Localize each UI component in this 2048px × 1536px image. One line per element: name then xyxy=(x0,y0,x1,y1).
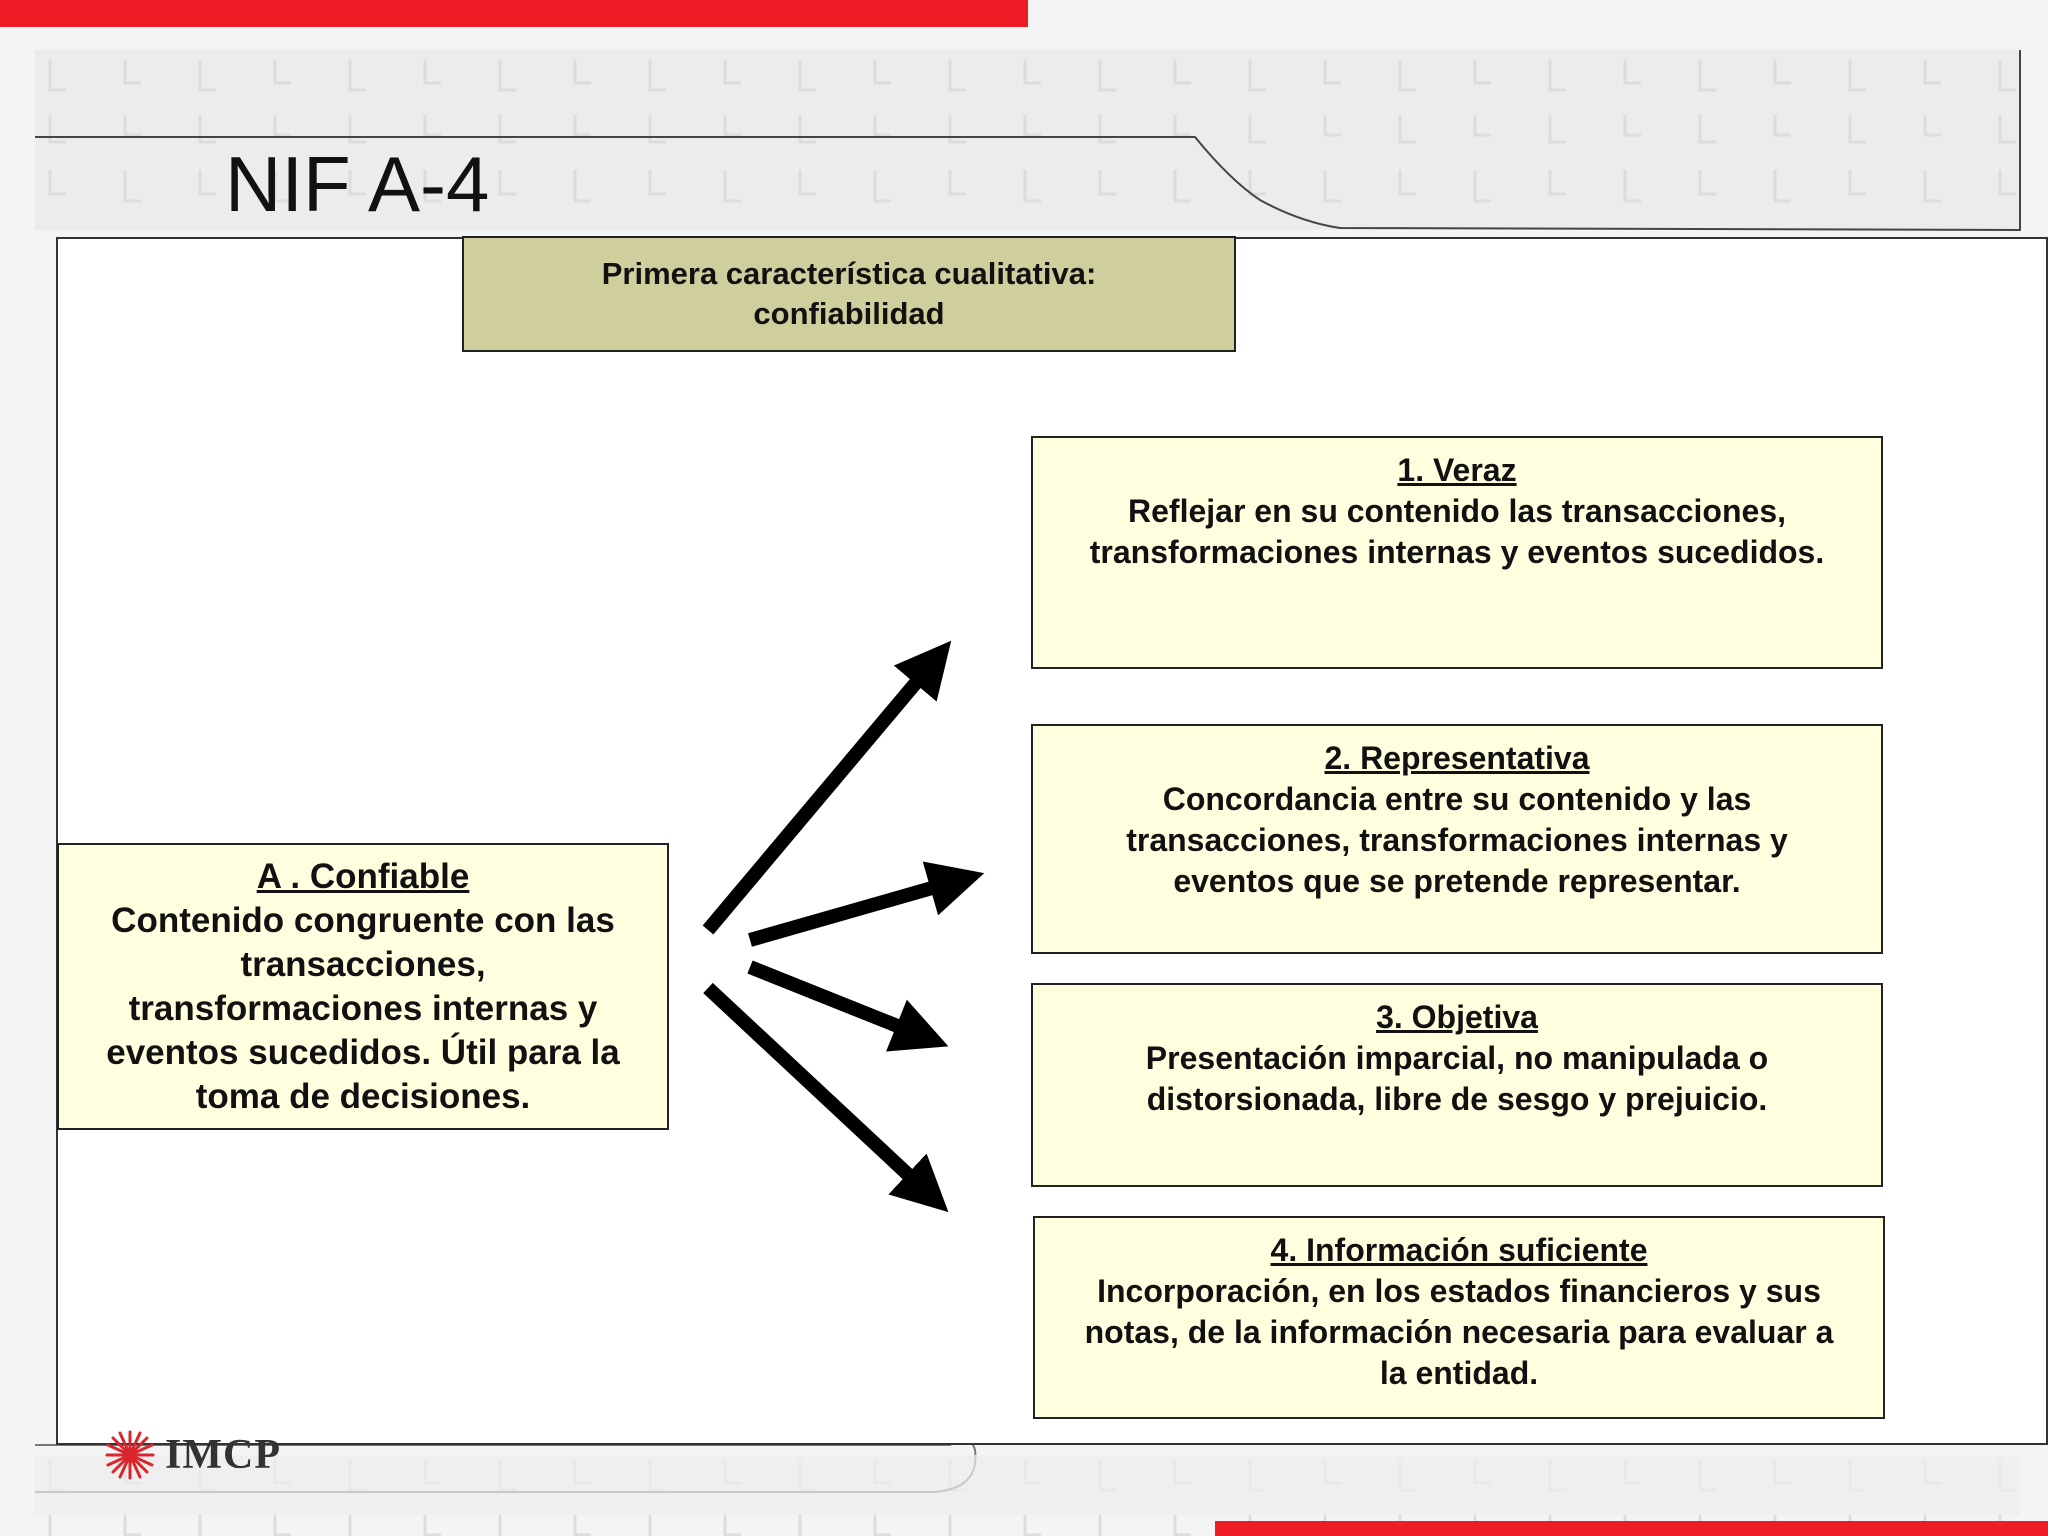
bg-glyph xyxy=(275,1515,291,1535)
node-heading: 1. Veraz xyxy=(1397,452,1517,488)
node-line: distorsionada, libre de sesgo y prejuicio. xyxy=(1146,1081,1768,1117)
source-heading: A . Confiable xyxy=(256,857,470,896)
source-line: eventos sucedidos. Útil para la xyxy=(106,1033,620,1072)
bg-glyph xyxy=(425,1515,441,1535)
header-line-2: confiabilidad xyxy=(753,296,945,331)
node-line: Concordancia entre su contenido y las xyxy=(1162,781,1752,817)
source-line: toma de decisiones. xyxy=(195,1077,531,1116)
bg-glyph xyxy=(50,1515,66,1536)
source-line: Contenido congruente con las xyxy=(111,901,615,940)
top-accent-bar xyxy=(0,0,1028,27)
imcp-logo xyxy=(103,1428,281,1482)
node-line: transacciones, transformaciones internas y xyxy=(1126,822,1788,858)
source-line: transformaciones internas y xyxy=(128,989,598,1028)
node-veraz xyxy=(1031,436,1883,669)
node-line: la entidad. xyxy=(1379,1355,1539,1391)
bg-glyph xyxy=(725,1515,741,1535)
bottom-accent-bar xyxy=(1215,1521,2048,1536)
bg-glyph xyxy=(1175,1515,1191,1535)
node-informacion-suficiente xyxy=(1033,1216,1885,1419)
bg-glyph xyxy=(800,1515,816,1536)
node-line: Incorporación, en los estados financieros y sus xyxy=(1097,1273,1821,1309)
slide-title: NIF A-4 xyxy=(225,140,490,228)
node-line: transformaciones internas y eventos sucedidos. xyxy=(1089,534,1825,570)
bg-glyph xyxy=(575,1515,591,1535)
logo-text: IMCP xyxy=(165,1432,281,1478)
bg-glyph xyxy=(500,1515,516,1536)
bg-glyph xyxy=(200,1515,216,1536)
bg-glyph xyxy=(950,1515,966,1536)
node-heading: 4. Información suficiente xyxy=(1270,1232,1648,1268)
node-heading: 3. Objetiva xyxy=(1376,999,1538,1035)
bg-glyph xyxy=(1100,1515,1116,1536)
source-node-confiable xyxy=(57,843,669,1130)
source-line: transacciones, xyxy=(240,945,486,984)
bg-glyph xyxy=(125,1515,141,1535)
node-objetiva xyxy=(1031,983,1883,1187)
node-representativa xyxy=(1031,724,1883,954)
node-line: Reflejar en su contenido las transacciones, xyxy=(1128,493,1786,529)
node-line: notas, de la información necesaria para evaluar a xyxy=(1084,1314,1834,1350)
bg-glyph xyxy=(350,1515,366,1536)
node-heading: 2. Representativa xyxy=(1324,740,1590,776)
node-line: Presentación imparcial, no manipulada o xyxy=(1145,1040,1769,1076)
bg-glyph xyxy=(875,1515,891,1535)
header-box xyxy=(462,236,1236,352)
bg-glyph xyxy=(1025,1515,1041,1535)
header-line-1: Primera característica cualitativa: xyxy=(601,256,1097,291)
bg-glyph xyxy=(650,1515,666,1536)
imcp-star-icon xyxy=(103,1428,157,1482)
node-line: eventos que se pretende representar. xyxy=(1173,863,1741,899)
